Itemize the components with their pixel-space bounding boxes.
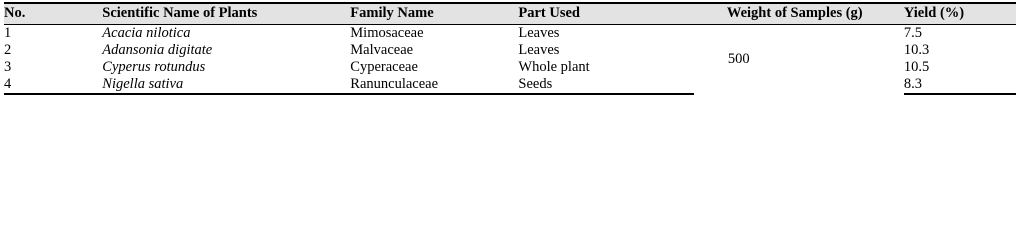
cell-scientific-name [102,59,350,76]
cell-part: Leaves [518,25,560,41]
cell-family: Ranunculaceae [350,76,518,94]
cell-no: 1 [4,25,12,41]
scientific-name-text: Acacia nilotica [102,25,191,41]
cell-yield: 10.3 [903,42,930,58]
header-no: No. [4,3,102,25]
header-scientific-name: Scientific Name of Plants [102,3,350,25]
scientific-name-text: Cyperus rotundus [102,59,206,75]
cell-part: Whole plant [518,59,590,75]
table-header [4,3,1016,25]
header-family-name: Family Name [350,3,518,25]
cell-family: Malvaceae [350,42,414,58]
table-row [4,25,1016,43]
scientific-name-text: Adansonia digitate [102,42,213,58]
header-part-used: Part Used [518,3,694,25]
cell-family: Cyperaceae [350,59,418,75]
plant-yield-table [4,2,1016,95]
table-body [4,25,1016,95]
cell-yield: 7.5 [903,25,922,41]
cell-family: Mimosaceae [350,25,424,41]
cell-scientific-name [102,42,350,59]
cell-no: 2 [4,42,12,58]
cell-scientific-name [102,25,350,43]
cell-scientific-name [102,76,350,94]
cell-part: Seeds [518,76,694,94]
cell-yield: 8.3 [904,76,1016,94]
cell-no: 4 [4,76,102,94]
plant-table-container [4,2,1016,95]
header-weight: Weight of Samples (g) [694,3,904,25]
cell-part: Leaves [518,42,560,58]
scientific-name-text: Nigella sativa [102,76,184,92]
cell-yield: 10.5 [903,59,930,75]
cell-weight: 500 [727,51,750,67]
cell-no: 3 [4,59,12,75]
header-row [4,3,1016,25]
header-yield: Yield (%) [904,3,1016,25]
